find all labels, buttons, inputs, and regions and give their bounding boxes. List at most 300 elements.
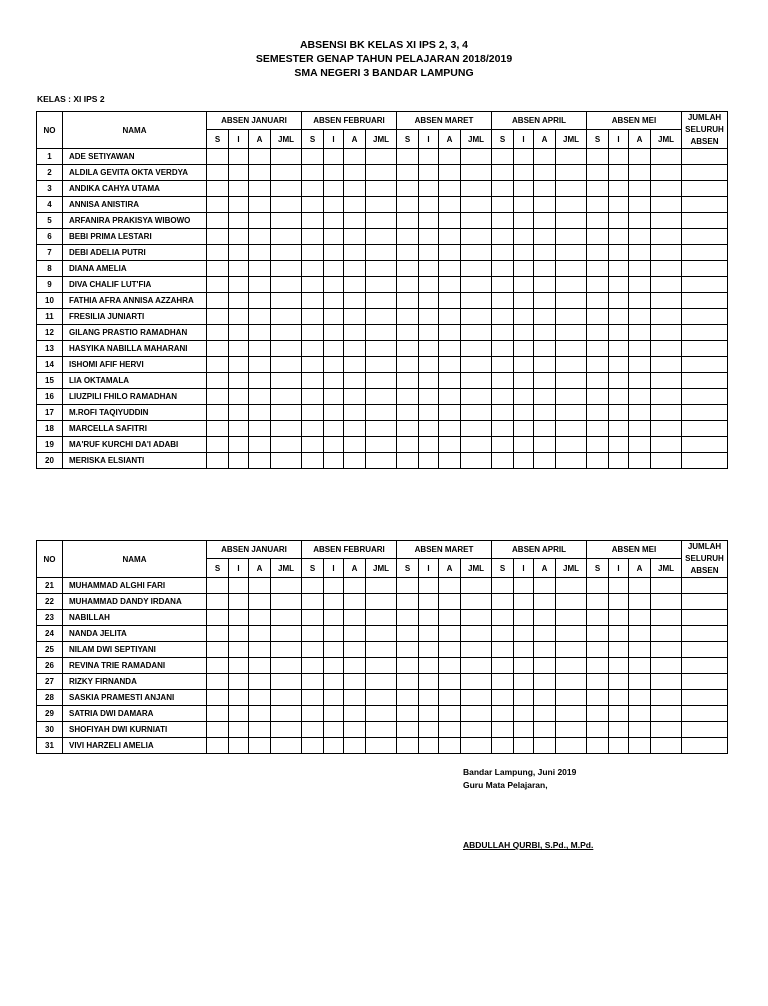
attendance-cell — [344, 578, 366, 594]
attendance-cell — [609, 594, 629, 610]
attendance-cell — [651, 690, 682, 706]
kelas-label: KELAS : XI IPS 2 — [37, 94, 105, 104]
attendance-cell — [629, 229, 651, 245]
attendance-cell — [419, 325, 439, 341]
attendance-cell — [629, 373, 651, 389]
attendance-cell — [609, 421, 629, 437]
attendance-cell — [271, 373, 302, 389]
header-sub: S — [397, 130, 419, 149]
attendance-cell — [514, 341, 534, 357]
attendance-cell — [492, 245, 514, 261]
header-sub: A — [249, 559, 271, 578]
attendance-cell — [419, 293, 439, 309]
attendance-cell — [587, 610, 609, 626]
attendance-cell — [271, 197, 302, 213]
attendance-cell — [682, 578, 728, 594]
student-name: MUHAMMAD DANDY IRDANA — [63, 594, 207, 610]
attendance-cell — [229, 453, 249, 469]
attendance-cell — [207, 277, 229, 293]
row-number: 17 — [37, 405, 63, 421]
attendance-cell — [397, 325, 419, 341]
attendance-cell — [609, 642, 629, 658]
attendance-cell — [514, 197, 534, 213]
attendance-cell — [629, 165, 651, 181]
attendance-cell — [682, 197, 728, 213]
attendance-cell — [229, 197, 249, 213]
attendance-cell — [514, 674, 534, 690]
attendance-cell — [461, 453, 492, 469]
attendance-cell — [324, 437, 344, 453]
header-nama: NAMA — [63, 112, 207, 149]
header-month: ABSEN APRIL — [492, 112, 587, 130]
attendance-cell — [324, 722, 344, 738]
attendance-cell — [302, 309, 324, 325]
attendance-cell — [344, 690, 366, 706]
attendance-cell — [229, 437, 249, 453]
attendance-cell — [609, 245, 629, 261]
attendance-cell — [534, 149, 556, 165]
attendance-cell — [439, 165, 461, 181]
attendance-cell — [609, 181, 629, 197]
student-name: REVINA TRIE RAMADANI — [63, 658, 207, 674]
attendance-cell — [461, 706, 492, 722]
table-row — [37, 165, 728, 181]
attendance-cell — [229, 309, 249, 325]
attendance-cell — [461, 610, 492, 626]
attendance-cell — [609, 293, 629, 309]
attendance-cell — [534, 357, 556, 373]
attendance-cell — [629, 437, 651, 453]
attendance-cell — [534, 165, 556, 181]
attendance-cell — [397, 213, 419, 229]
attendance-cell — [397, 421, 419, 437]
attendance-cell — [344, 373, 366, 389]
attendance-cell — [587, 738, 609, 754]
attendance-cell — [461, 277, 492, 293]
attendance-cell — [651, 165, 682, 181]
attendance-cell — [366, 690, 397, 706]
attendance-cell — [366, 213, 397, 229]
attendance-cell — [439, 373, 461, 389]
attendance-cell — [492, 610, 514, 626]
row-number: 1 — [37, 149, 63, 165]
attendance-cell — [461, 389, 492, 405]
attendance-cell — [651, 642, 682, 658]
row-number: 29 — [37, 706, 63, 722]
header-sub: S — [492, 130, 514, 149]
attendance-cell — [682, 405, 728, 421]
attendance-cell — [366, 261, 397, 277]
attendance-cell — [439, 277, 461, 293]
header-sub: A — [249, 130, 271, 149]
attendance-cell — [419, 642, 439, 658]
attendance-cell — [534, 245, 556, 261]
attendance-cell — [682, 213, 728, 229]
attendance-cell — [302, 738, 324, 754]
student-name: DIANA AMELIA — [63, 261, 207, 277]
attendance-cell — [249, 594, 271, 610]
attendance-cell — [439, 578, 461, 594]
signature-role: Guru Mata Pelajaran, — [463, 780, 548, 790]
attendance-cell — [651, 213, 682, 229]
attendance-cell — [492, 437, 514, 453]
attendance-cell — [514, 389, 534, 405]
attendance-cell — [609, 674, 629, 690]
attendance-cell — [587, 309, 609, 325]
attendance-cell — [492, 706, 514, 722]
attendance-cell — [682, 373, 728, 389]
attendance-cell — [587, 325, 609, 341]
doc-title-line3: SMA NEGERI 3 BANDAR LAMPUNG — [294, 67, 474, 79]
attendance-cell — [461, 738, 492, 754]
attendance-cell — [249, 658, 271, 674]
attendance-cell — [419, 706, 439, 722]
attendance-cell — [344, 181, 366, 197]
header-no: NO — [37, 541, 63, 578]
attendance-cell — [587, 229, 609, 245]
attendance-cell — [492, 293, 514, 309]
attendance-cell — [556, 722, 587, 738]
header-sub: A — [439, 130, 461, 149]
table-row — [37, 357, 728, 373]
attendance-cell — [534, 229, 556, 245]
attendance-cell — [366, 197, 397, 213]
attendance-cell — [629, 642, 651, 658]
attendance-table-2 — [36, 540, 728, 754]
attendance-cell — [439, 293, 461, 309]
row-number: 28 — [37, 690, 63, 706]
attendance-cell — [492, 277, 514, 293]
header-sub: I — [324, 559, 344, 578]
attendance-cell — [609, 229, 629, 245]
attendance-cell — [651, 453, 682, 469]
attendance-cell — [439, 181, 461, 197]
attendance-cell — [609, 722, 629, 738]
table-row — [37, 453, 728, 469]
row-number: 3 — [37, 181, 63, 197]
row-number: 21 — [37, 578, 63, 594]
attendance-cell — [207, 658, 229, 674]
student-name: GILANG PRASTIO RAMADHAN — [63, 325, 207, 341]
attendance-cell — [609, 389, 629, 405]
attendance-cell — [207, 594, 229, 610]
attendance-cell — [397, 738, 419, 754]
attendance-cell — [534, 626, 556, 642]
attendance-cell — [587, 658, 609, 674]
attendance-cell — [249, 149, 271, 165]
attendance-cell — [514, 738, 534, 754]
attendance-cell — [492, 181, 514, 197]
table-row — [37, 626, 728, 642]
attendance-cell — [492, 197, 514, 213]
attendance-cell — [629, 181, 651, 197]
attendance-cell — [492, 357, 514, 373]
table-row — [37, 738, 728, 754]
table-row — [37, 594, 728, 610]
attendance-cell — [609, 453, 629, 469]
attendance-cell — [492, 309, 514, 325]
student-name: ISHOMI AFIF HERVI — [63, 357, 207, 373]
attendance-cell — [302, 261, 324, 277]
attendance-cell — [324, 293, 344, 309]
attendance-cell — [439, 722, 461, 738]
attendance-cell — [229, 594, 249, 610]
attendance-cell — [651, 261, 682, 277]
attendance-cell — [229, 610, 249, 626]
attendance-cell — [207, 149, 229, 165]
attendance-cell — [419, 389, 439, 405]
header-sub: S — [207, 559, 229, 578]
attendance-cell — [492, 578, 514, 594]
attendance-cell — [344, 293, 366, 309]
attendance-cell — [207, 197, 229, 213]
attendance-cell — [366, 373, 397, 389]
attendance-cell — [439, 642, 461, 658]
attendance-cell — [514, 261, 534, 277]
attendance-cell — [366, 626, 397, 642]
attendance-cell — [439, 690, 461, 706]
header-sub: A — [629, 559, 651, 578]
attendance-cell — [461, 245, 492, 261]
attendance-cell — [324, 261, 344, 277]
row-number: 20 — [37, 453, 63, 469]
attendance-cell — [249, 325, 271, 341]
table-row — [37, 213, 728, 229]
attendance-cell — [556, 309, 587, 325]
attendance-cell — [629, 149, 651, 165]
attendance-cell — [651, 674, 682, 690]
table-row — [37, 674, 728, 690]
header-sub: S — [587, 559, 609, 578]
header-month: ABSEN JANUARI — [207, 112, 302, 130]
attendance-cell — [302, 357, 324, 373]
attendance-cell — [397, 722, 419, 738]
attendance-cell — [461, 341, 492, 357]
attendance-cell — [249, 706, 271, 722]
attendance-cell — [587, 245, 609, 261]
attendance-cell — [207, 405, 229, 421]
attendance-cell — [439, 261, 461, 277]
attendance-cell — [629, 213, 651, 229]
attendance-cell — [249, 578, 271, 594]
attendance-cell — [207, 357, 229, 373]
attendance-cell — [587, 421, 609, 437]
header-sub: I — [419, 130, 439, 149]
attendance-cell — [302, 165, 324, 181]
attendance-cell — [302, 197, 324, 213]
attendance-cell — [302, 325, 324, 341]
student-name: BEBI PRIMA LESTARI — [63, 229, 207, 245]
attendance-cell — [556, 642, 587, 658]
attendance-cell — [271, 149, 302, 165]
attendance-cell — [324, 453, 344, 469]
attendance-cell — [397, 674, 419, 690]
attendance-cell — [514, 610, 534, 626]
attendance-cell — [229, 578, 249, 594]
attendance-cell — [207, 293, 229, 309]
attendance-cell — [271, 213, 302, 229]
header-sub: JML — [651, 130, 682, 149]
attendance-cell — [324, 642, 344, 658]
table-row — [37, 197, 728, 213]
attendance-cell — [302, 658, 324, 674]
attendance-cell — [344, 626, 366, 642]
signature-name: ABDULLAH QURBI, S.Pd., M.Pd. — [463, 840, 594, 850]
attendance-cell — [609, 405, 629, 421]
attendance-cell — [534, 421, 556, 437]
attendance-cell — [366, 706, 397, 722]
attendance-cell — [302, 722, 324, 738]
row-number: 22 — [37, 594, 63, 610]
attendance-cell — [492, 658, 514, 674]
attendance-cell — [344, 453, 366, 469]
attendance-cell — [302, 181, 324, 197]
attendance-cell — [207, 229, 229, 245]
attendance-cell — [419, 373, 439, 389]
table-row — [37, 437, 728, 453]
student-name: MARCELLA SAFITRI — [63, 421, 207, 437]
attendance-cell — [324, 181, 344, 197]
header-total: JUMLAH SELURUH ABSEN — [682, 112, 728, 149]
header-month: ABSEN MARET — [397, 541, 492, 559]
attendance-cell — [344, 405, 366, 421]
attendance-cell — [587, 389, 609, 405]
attendance-cell — [439, 357, 461, 373]
attendance-cell — [344, 594, 366, 610]
attendance-cell — [587, 706, 609, 722]
attendance-cell — [461, 165, 492, 181]
row-number: 19 — [37, 437, 63, 453]
table-row — [37, 658, 728, 674]
attendance-cell — [249, 610, 271, 626]
attendance-cell — [302, 437, 324, 453]
attendance-cell — [651, 149, 682, 165]
attendance-cell — [207, 181, 229, 197]
attendance-cell — [324, 706, 344, 722]
attendance-cell — [651, 738, 682, 754]
attendance-cell — [249, 309, 271, 325]
header-sub: A — [439, 559, 461, 578]
attendance-cell — [419, 149, 439, 165]
attendance-cell — [207, 626, 229, 642]
attendance-cell — [514, 245, 534, 261]
attendance-cell — [651, 421, 682, 437]
attendance-cell — [229, 373, 249, 389]
attendance-cell — [324, 658, 344, 674]
attendance-cell — [609, 610, 629, 626]
table-row — [37, 309, 728, 325]
student-name: ADE SETIYAWAN — [63, 149, 207, 165]
header-month: ABSEN FEBRUARI — [302, 541, 397, 559]
attendance-cell — [207, 610, 229, 626]
header-sub: I — [229, 559, 249, 578]
attendance-cell — [344, 245, 366, 261]
table-row — [37, 610, 728, 626]
attendance-cell — [461, 197, 492, 213]
attendance-cell — [534, 373, 556, 389]
attendance-cell — [514, 213, 534, 229]
attendance-cell — [397, 149, 419, 165]
attendance-cell — [629, 610, 651, 626]
row-number: 12 — [37, 325, 63, 341]
attendance-cell — [461, 325, 492, 341]
attendance-cell — [207, 325, 229, 341]
row-number: 2 — [37, 165, 63, 181]
attendance-cell — [492, 674, 514, 690]
attendance-cell — [271, 642, 302, 658]
attendance-cell — [534, 181, 556, 197]
attendance-cell — [629, 309, 651, 325]
attendance-cell — [302, 373, 324, 389]
attendance-cell — [609, 578, 629, 594]
attendance-cell — [324, 229, 344, 245]
attendance-cell — [534, 405, 556, 421]
attendance-cell — [534, 578, 556, 594]
row-number: 10 — [37, 293, 63, 309]
attendance-cell — [249, 626, 271, 642]
attendance-cell — [271, 309, 302, 325]
attendance-cell — [461, 594, 492, 610]
attendance-cell — [534, 389, 556, 405]
attendance-cell — [366, 181, 397, 197]
row-number: 31 — [37, 738, 63, 754]
student-name: SHOFIYAH DWI KURNIATI — [63, 722, 207, 738]
attendance-cell — [439, 594, 461, 610]
attendance-cell — [249, 357, 271, 373]
table-row — [37, 341, 728, 357]
attendance-cell — [302, 229, 324, 245]
attendance-cell — [344, 197, 366, 213]
header-sub: I — [324, 130, 344, 149]
attendance-cell — [609, 261, 629, 277]
attendance-cell — [366, 610, 397, 626]
header-sub: I — [609, 130, 629, 149]
attendance-cell — [229, 293, 249, 309]
attendance-cell — [397, 181, 419, 197]
row-number: 30 — [37, 722, 63, 738]
attendance-cell — [556, 213, 587, 229]
attendance-cell — [556, 674, 587, 690]
attendance-cell — [514, 642, 534, 658]
attendance-cell — [271, 165, 302, 181]
attendance-cell — [439, 706, 461, 722]
attendance-cell — [397, 165, 419, 181]
attendance-cell — [271, 722, 302, 738]
attendance-cell — [534, 706, 556, 722]
row-number: 9 — [37, 277, 63, 293]
table-row — [37, 421, 728, 437]
student-name: ALDILA GEVITA OKTA VERDYA — [63, 165, 207, 181]
header-sub: JML — [556, 130, 587, 149]
attendance-cell — [271, 578, 302, 594]
attendance-cell — [556, 421, 587, 437]
student-name: HASYIKA NABILLA MAHARANI — [63, 341, 207, 357]
student-name: MA'RUF KURCHI DA'I ADABI — [63, 437, 207, 453]
attendance-cell — [229, 341, 249, 357]
header-sub: I — [419, 559, 439, 578]
attendance-cell — [344, 309, 366, 325]
attendance-cell — [556, 738, 587, 754]
attendance-cell — [249, 277, 271, 293]
attendance-cell — [492, 229, 514, 245]
attendance-cell — [271, 277, 302, 293]
attendance-cell — [249, 738, 271, 754]
attendance-cell — [514, 722, 534, 738]
attendance-cell — [651, 610, 682, 626]
attendance-cell — [629, 357, 651, 373]
attendance-cell — [229, 658, 249, 674]
attendance-cell — [207, 373, 229, 389]
